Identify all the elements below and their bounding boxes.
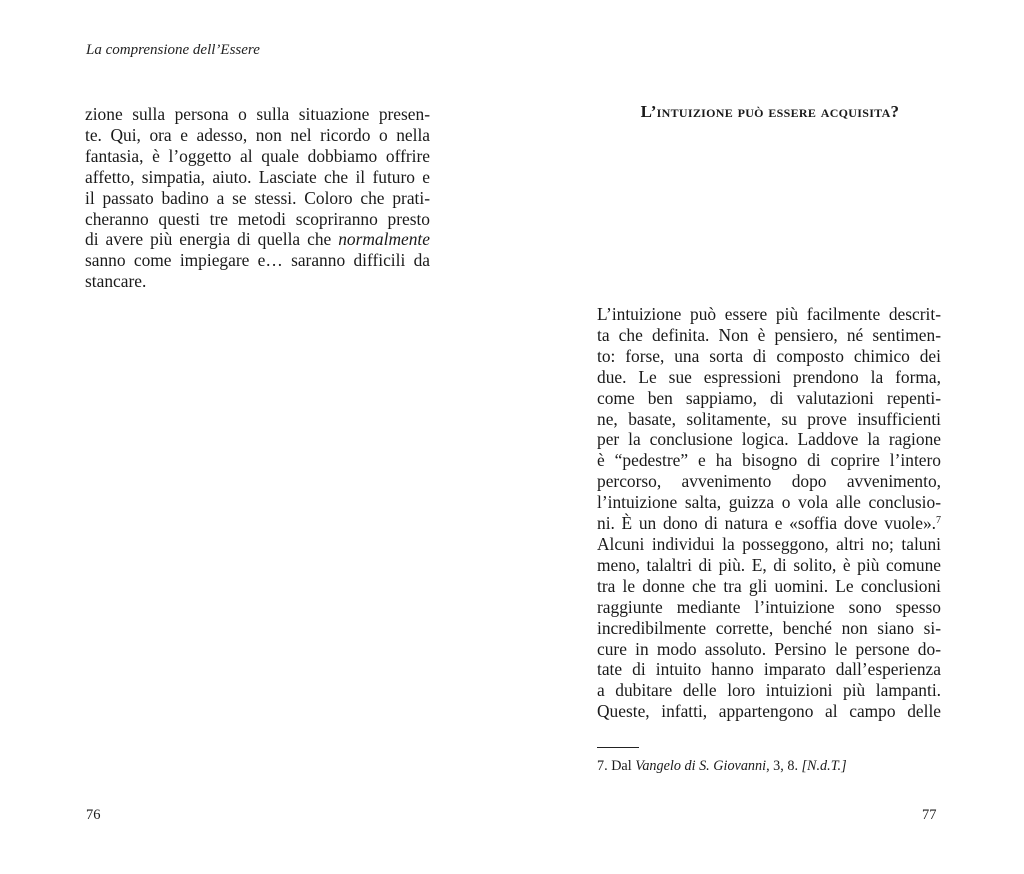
text-line: cheranno questi tre metodi scopriranno presto	[85, 208, 430, 229]
body-text-right	[597, 304, 941, 722]
page-number: 76	[86, 807, 101, 823]
text-line: Queste, infatti, appartengono al campo delle	[597, 701, 941, 722]
footnote-rule	[597, 747, 639, 748]
page-number: 77	[922, 807, 937, 823]
text-line: to: forse, una sorta di composto chimico dei	[597, 345, 941, 366]
text-line: sanno come impiegare e… saranno difficili da	[85, 250, 430, 271]
text-line: percorso, avvenimento dopo avvenimento,	[597, 471, 941, 492]
text-run: ni. È un dono di natura e «soffia dove vuole».	[597, 513, 936, 534]
footnote-marker: 7	[936, 515, 941, 527]
text-line: L’intuizione può essere più facilmente descrit-	[597, 304, 941, 324]
footnote-ref: , 3, 8.	[766, 758, 802, 774]
text-line: meno, talaltri di più. E, di solito, è più comune	[597, 554, 941, 575]
text-line: Alcuni individui la posseggono, altri no; taluni	[597, 533, 941, 554]
text-line: come ben sappiamo, di valutazioni repenti-	[597, 387, 941, 408]
text-line: ne, basate, solitamente, su prove insufficienti	[597, 408, 941, 429]
footnote-source: Vangelo di S. Giovanni	[635, 758, 767, 774]
text-line: ta che definita. Non è pensiero, né sentimen-	[597, 324, 941, 345]
footnote-prefix: 7. Dal	[597, 758, 636, 774]
text-line: te. Qui, ora e adesso, non nel ricordo o nella	[85, 124, 430, 145]
text-line: tra le donne che tra gli uomini. Le conclusioni	[597, 575, 941, 596]
text-run: di avere più energia di quella che	[85, 229, 339, 250]
right-page	[512, 0, 1024, 874]
text-line: tate di intuito hanno imparato dall’esperienza	[597, 659, 941, 680]
text-line: zione sulla persona o sulla situazione presen-	[85, 104, 430, 124]
body-text-left	[85, 104, 430, 292]
text-line: fantasia, è l’oggetto al quale dobbiamo offrire	[85, 145, 430, 166]
footnote-note: [N.d.T.]	[801, 758, 847, 774]
footnote	[597, 758, 847, 775]
text-line: a dubitare delle loro intuizioni più lampanti.	[597, 680, 941, 701]
text-line: cure in modo assoluto. Persino le persone do-	[597, 638, 941, 659]
text-line	[85, 229, 430, 250]
text-line: due. Le sue espressioni prendono la forma,	[597, 366, 941, 387]
text-line	[597, 513, 941, 534]
text-line: affetto, simpatia, aiuto. Lasciate che il futuro e	[85, 166, 430, 187]
running-head: La comprensione dell’Essere	[86, 42, 260, 58]
text-line: incredibilmente corrette, benché non siano si-	[597, 617, 941, 638]
text-line: per la conclusione logica. Laddove la ragione	[597, 429, 941, 450]
section-title: L’intuizione può essere acquisita?	[640, 102, 900, 121]
text-line: raggiunte mediante l’intuizione sono spesso	[597, 596, 941, 617]
text-line: l’intuizione salta, guizza o vola alle conclusio-	[597, 492, 941, 513]
italic-word: normalmente	[338, 229, 430, 250]
text-line: il passato badino a se stessi. Coloro che prati-	[85, 187, 430, 208]
text-line: è “pedestre” e ha bisogno di coprire l’intero	[597, 450, 941, 471]
text-line: stancare.	[85, 271, 147, 292]
